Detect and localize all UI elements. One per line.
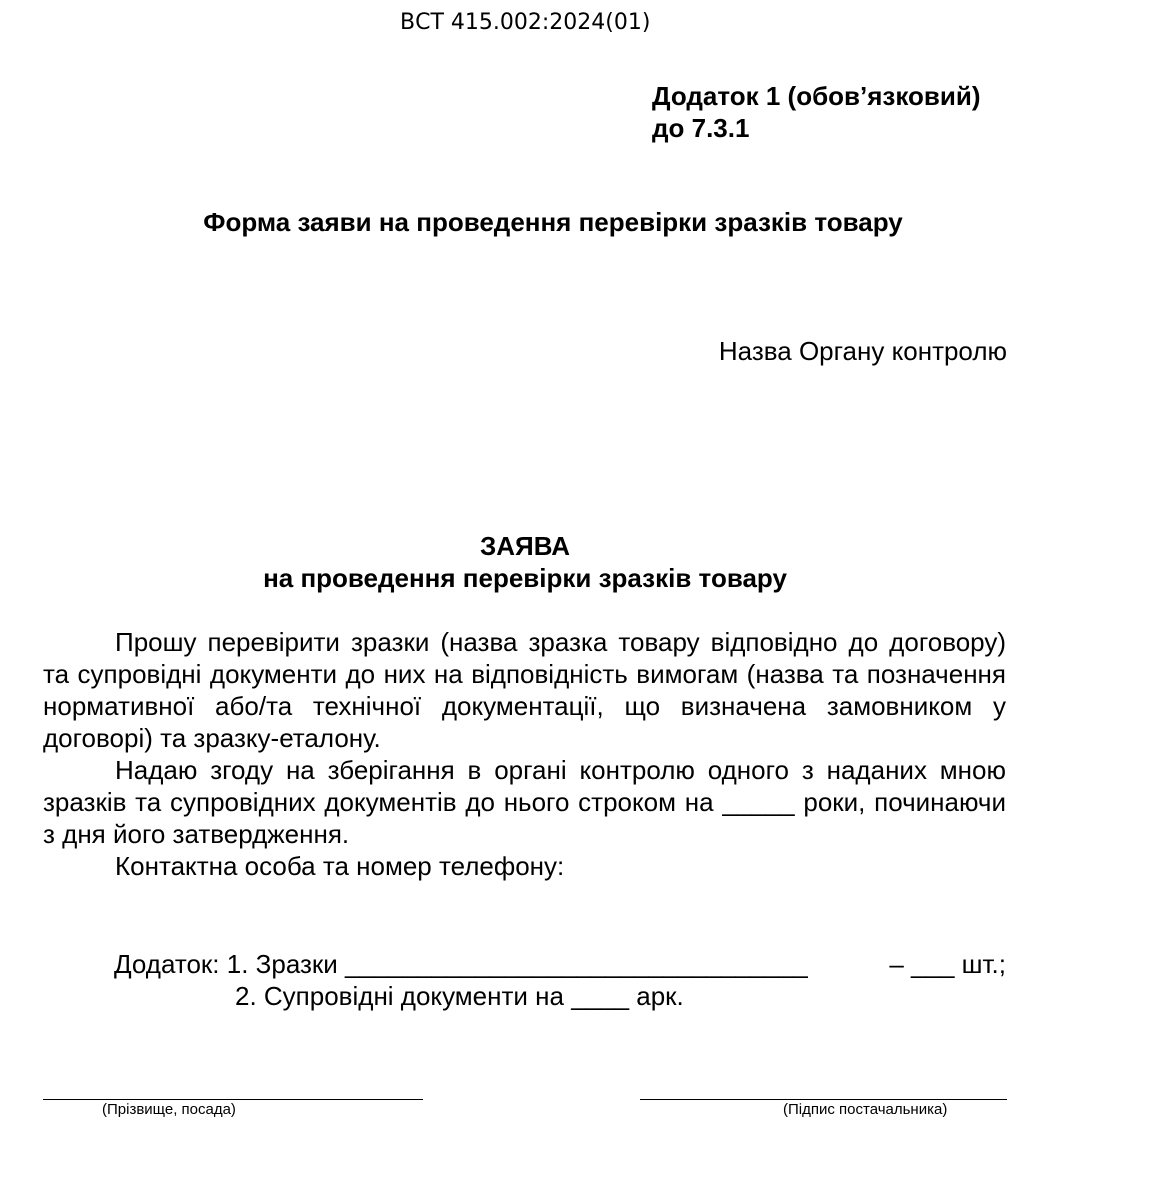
application-heading <box>0 530 1050 594</box>
contact-paragraph: Контактна особа та номер телефону: <box>115 851 565 881</box>
appendix-line-1: Додаток 1 (обов’язковий) <box>652 81 981 111</box>
supplier-signature-line <box>640 1099 1007 1100</box>
annex-item-2: 2. Супровідні документи на ____ арк. <box>235 981 684 1011</box>
request-paragraph: Прошу перевірити зразки (назва зразка товару відповідно до договору) та супровідні документи до них на відповідність вимогам (назва та позначення нормативної або/та технічної документації, що визначена замовником у договорі) та зразку-еталону. <box>43 627 1006 753</box>
document-code: ВСТ 415.002:2024(01) <box>400 10 651 35</box>
annex-section <box>114 948 1006 1012</box>
supplier-signature-caption: (Підпис постачальника) <box>783 1101 948 1118</box>
name-position-line <box>43 1099 423 1100</box>
heading-line-1: ЗАЯВА <box>479 531 570 561</box>
consent-paragraph: Надаю згоду на зберігання в органі контролю одного з наданих мною зразків та супровідних документів до нього строком на _____ роки, починаючи з дня його затвердження. <box>43 755 1006 849</box>
name-position-caption: (Прізвище, посада) <box>102 1101 236 1118</box>
appendix-line-2: до 7.3.1 <box>652 113 750 143</box>
appendix-reference <box>652 80 980 144</box>
annex-item-1-text: Додаток: 1. Зразки ________________________________ <box>114 949 808 979</box>
application-body <box>43 626 1006 882</box>
annex-item-1 <box>114 948 1006 980</box>
authority-name: Назва Органу контролю <box>718 336 1007 366</box>
form-title: Форма заяви на проведення перевірки зразків товару <box>203 207 903 237</box>
annex-item-1-quantity: – ___ шт.; <box>889 949 1006 979</box>
heading-line-2: на проведення перевірки зразків товару <box>263 563 787 593</box>
